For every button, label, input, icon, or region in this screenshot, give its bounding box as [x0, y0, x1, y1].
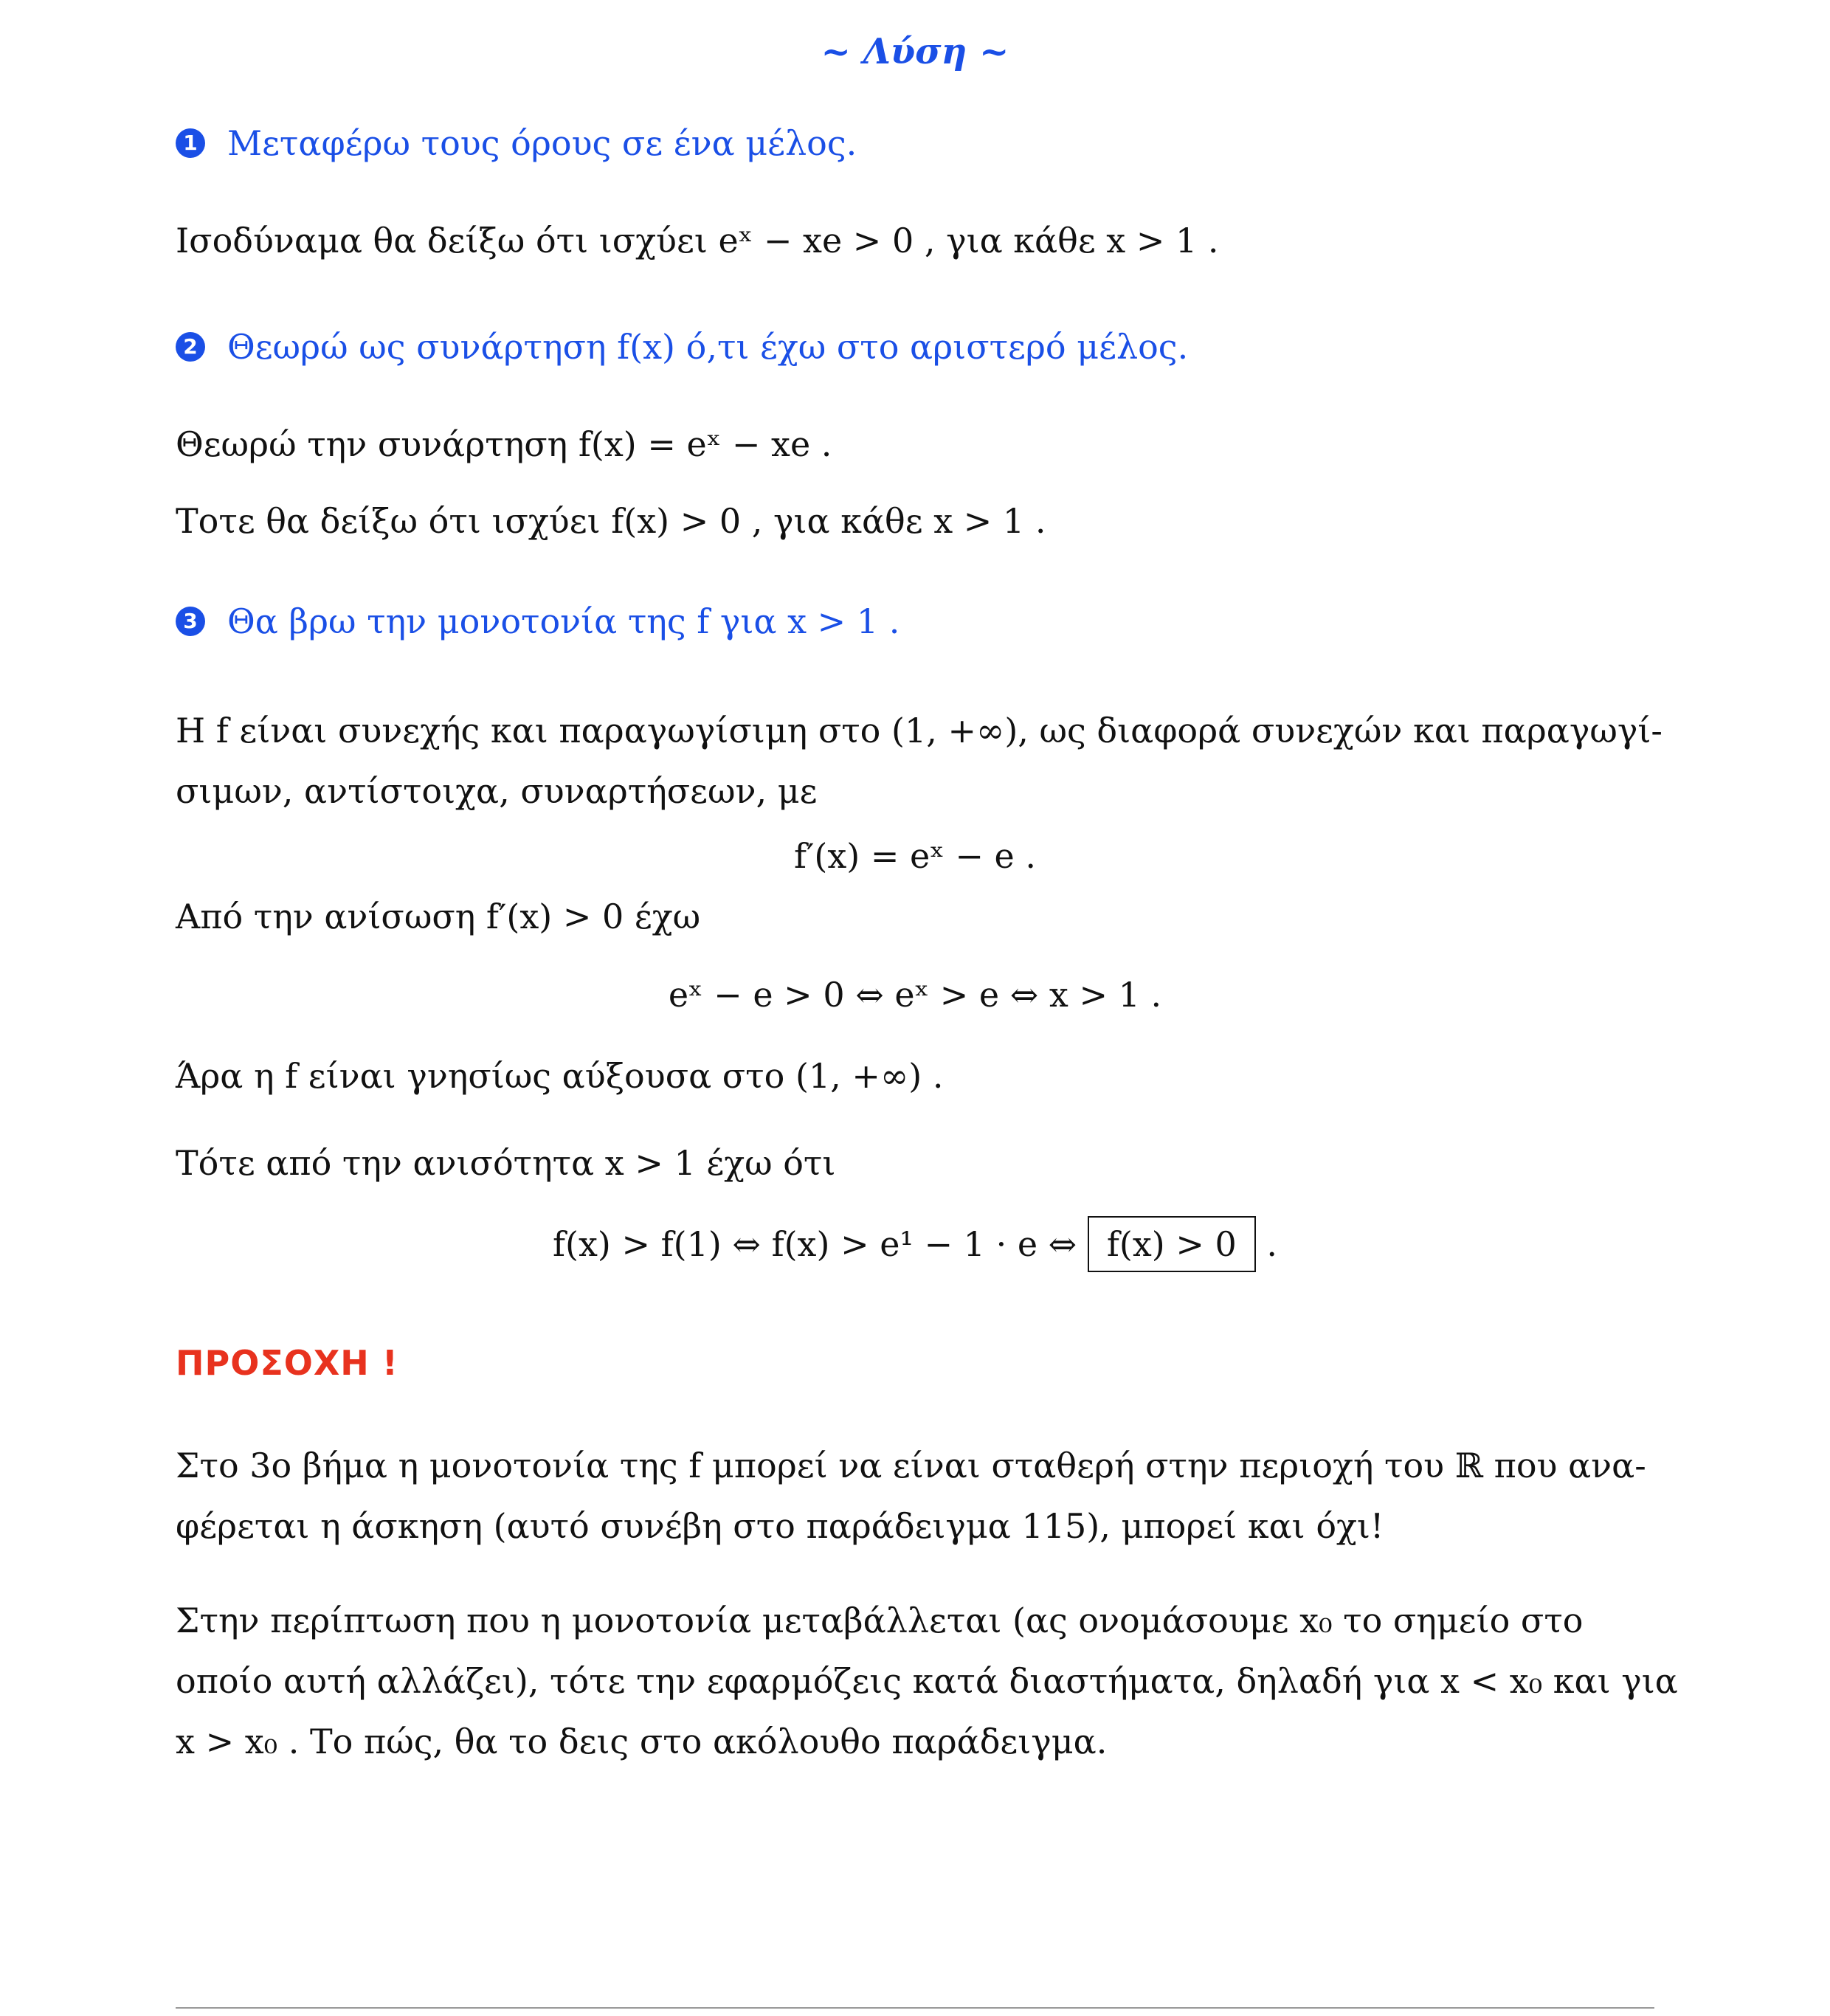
final-equation-end: .	[1266, 1224, 1278, 1264]
step-3-heading	[176, 599, 900, 643]
warning-heading: ΠΡΟΣΟΧΗ !	[176, 1343, 398, 1383]
step-2-paragraph-a: Θεωρώ την συνάρτηση f(x) = eˣ − xe .	[176, 424, 832, 464]
step-2-text: Θεωρώ ως συνάρτηση f(x) ό,τι έχω στο αριστερό μέλος.	[227, 327, 1189, 367]
boxed-result: f(x) > 0	[1088, 1216, 1256, 1272]
final-equation	[0, 1216, 1830, 1272]
step-3-text: Θα βρω την μονοτονία της f για x > 1 .	[227, 601, 900, 641]
note-2-line-a: Στην περίπτωση που η μονοτονία μεταβάλλεται (ας ονομάσουμε x₀ το σημείο στο	[176, 1601, 1584, 1640]
footer-divider	[176, 2007, 1654, 2009]
step-3-paragraph-e: Τότε από την ανισότητα x > 1 έχω ότι	[176, 1143, 836, 1183]
step-1-heading	[176, 121, 857, 165]
final-equation-left: f(x) > f(1) ⇔ f(x) > e¹ − 1 · e ⇔	[552, 1224, 1077, 1264]
note-1-line-b: φέρεται η άσκηση (αυτό συνέβη στο παράδειγμα 115), μπορεί και όχι!	[176, 1506, 1384, 1546]
note-2-line-b: οποίο αυτή αλλάζει), τότε την εφαρμόζεις κατά διαστήματα, δηλαδή για x < x₀ και για	[176, 1661, 1678, 1701]
step-2-heading	[176, 325, 1188, 369]
step-3-paragraph-c: Από την ανίσωση f′(x) > 0 έχω	[176, 897, 701, 936]
step-3-paragraph-d: Άρα η f είναι γνησίως αύξουσα στο (1, +∞) .	[176, 1056, 944, 1096]
step-2-paragraph-b: Τοτε θα δείξω ότι ισχύει f(x) > 0 , για κάθε x > 1 .	[176, 501, 1046, 541]
note-1-line-a: Στο 3ο βήμα η μονοτονία της f μπορεί να είναι σταθερή στην περιοχή του ℝ που ανα-	[176, 1446, 1646, 1485]
step-1-paragraph: Ισοδύναμα θα δείξω ότι ισχύει eˣ − xe > 0 , για κάθε x > 1 .	[176, 221, 1219, 260]
step-1-text: Μεταφέρω τους όρους σε ένα μέλος.	[227, 123, 857, 163]
page-title: ~ Λύση ~	[821, 31, 1009, 72]
note-2-line-c: x > x₀ . Το πώς, θα το δεις στο ακόλουθο παράδειγμα.	[176, 1722, 1108, 1761]
inequality-equation: eˣ − e > 0 ⇔ eˣ > e ⇔ x > 1 .	[668, 975, 1162, 1015]
derivative-equation: f′(x) = eˣ − e .	[793, 836, 1037, 876]
step-3-paragraph-a: Η f είναι συνεχής και παραγωγίσιμη στο (1, +∞), ως διαφορά συνεχών και παραγωγί-	[176, 711, 1662, 750]
step-1-badge: 1	[176, 128, 205, 158]
step-2-badge: 2	[176, 332, 205, 362]
step-3-paragraph-b: σιμων, αντίστοιχα, συναρτήσεων, με	[176, 771, 818, 811]
step-3-badge: 3	[176, 607, 205, 636]
